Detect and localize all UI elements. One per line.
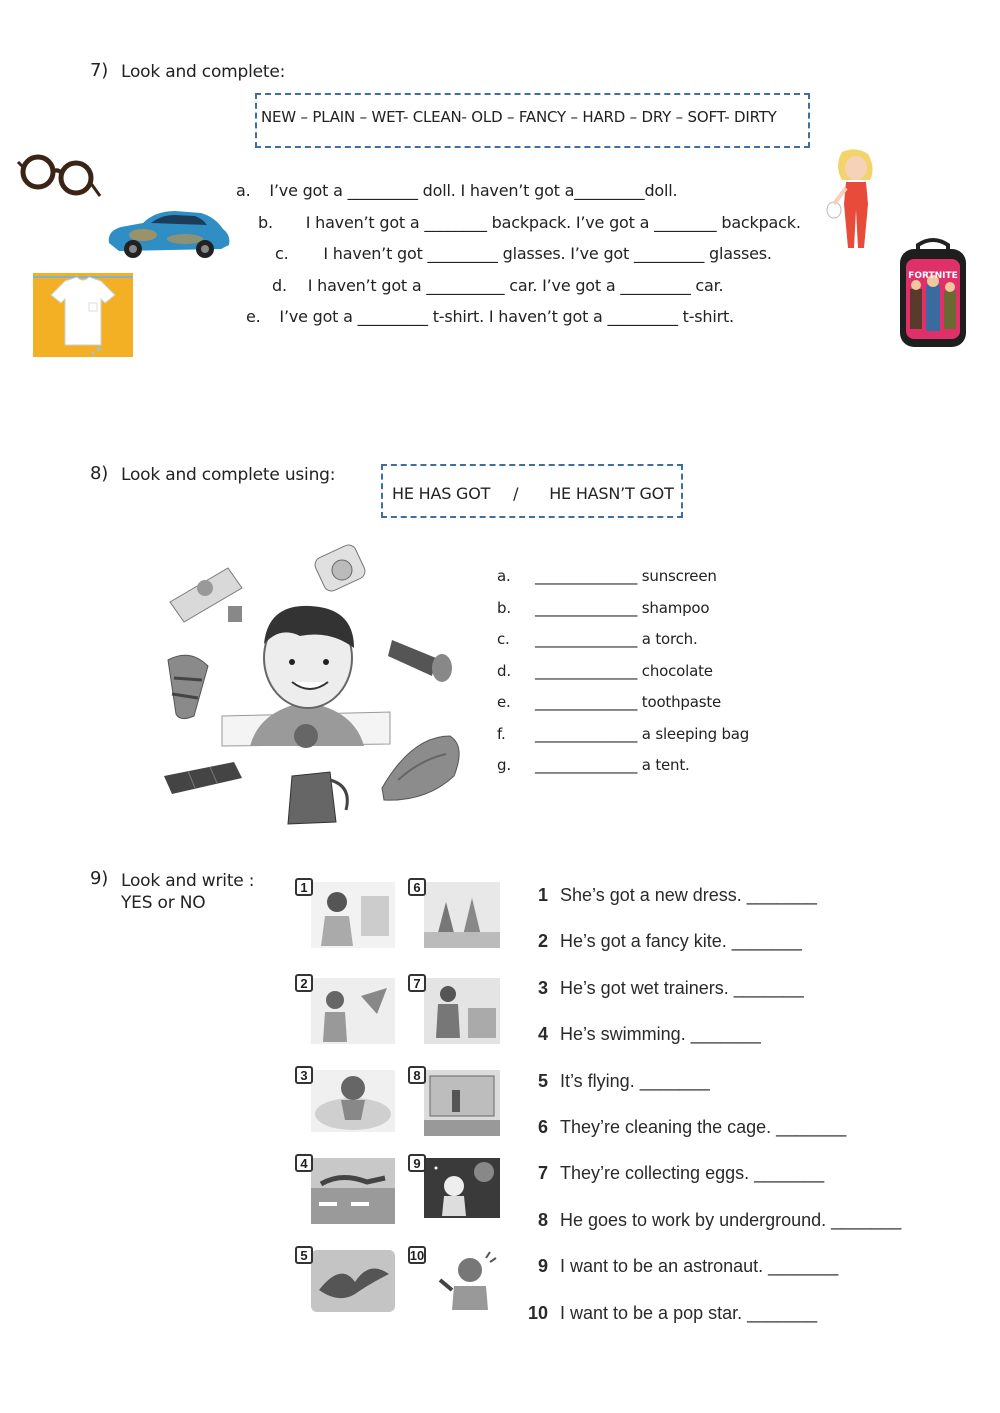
- ex9-title: [121, 870, 254, 914]
- boy-with-items-illustration: [150, 540, 480, 830]
- ex9-picture-4: [300, 1154, 393, 1222]
- sentence-text: I want to be a pop star. _______: [560, 1302, 818, 1323]
- cleaning-cage-icon: [424, 882, 500, 948]
- ex9-picture-10: [409, 1246, 506, 1314]
- ex9-title-line1: Look and write :: [121, 871, 255, 891]
- ex8-text: sunscreen: [641, 567, 717, 585]
- ex7-item-letter: a.: [236, 181, 251, 200]
- ex8-text: a tent.: [641, 756, 690, 774]
- ex7-item-d: [272, 276, 723, 295]
- picture-number: 1: [295, 878, 313, 896]
- ex7-item-text: I’ve got a _________ doll. I haven’t got a_________doll.: [269, 181, 678, 200]
- sentence-text: It’s flying. _______: [560, 1070, 710, 1091]
- ex8-item-b: [497, 593, 749, 625]
- ex7-item-letter: d.: [272, 276, 287, 295]
- sentence-number: 2: [537, 931, 548, 952]
- ex8-letter: b.: [497, 598, 511, 617]
- sentence-text: He goes to work by underground. _______: [560, 1209, 902, 1230]
- ex8-item-g: [497, 750, 749, 782]
- ex9-sentences: [522, 872, 901, 1336]
- kite-boy-icon: [311, 978, 395, 1044]
- ex9-sentence-8: [522, 1197, 901, 1243]
- sentence-text: They’re collecting eggs. _______: [560, 1163, 825, 1184]
- picture-number: 4: [295, 1154, 313, 1172]
- picture-number: 7: [408, 974, 426, 992]
- sentence-number: 5: [537, 1070, 548, 1091]
- ex8-blank: ______________: [535, 598, 638, 617]
- sentence-number: 4: [537, 1024, 548, 1045]
- ex8-letter: g.: [497, 756, 511, 774]
- ex9-number: 9): [90, 868, 109, 889]
- ex7-item-letter: b.: [258, 213, 273, 232]
- ex9-sentence-2: [522, 918, 901, 964]
- ex8-number: 8): [90, 463, 109, 484]
- sentence-number: 3: [537, 977, 548, 998]
- sentence-number: 8: [537, 1209, 548, 1230]
- ex7-item-a: [236, 181, 677, 200]
- ex8-text: shampoo: [641, 598, 710, 617]
- ex8-item-d: [497, 656, 749, 688]
- chocolate-icon: [164, 762, 242, 794]
- ex7-word-bank: NEW – PLAIN – WET- CLEAN- OLD – FANCY – HARD – DRY – SOFT- DIRTY: [261, 108, 777, 126]
- ex8-item-c: [497, 624, 749, 656]
- ex8-options-box: [381, 464, 683, 518]
- ex7-title: Look and complete:: [121, 62, 286, 82]
- ex9-sentence-10: [522, 1290, 901, 1336]
- ex9-picture-3: [300, 1066, 393, 1134]
- ex9-picture-2: [300, 974, 393, 1042]
- backpack-image: [890, 237, 976, 349]
- ex8-blank: ______________: [535, 724, 638, 743]
- ex7-item-text: I’ve got a _________ t-shirt. I haven’t got a _________ t-shirt.: [279, 307, 734, 326]
- ex7-item-b: [258, 213, 801, 232]
- ex8-letter: f.: [497, 724, 506, 743]
- toothpaste-icon: [170, 568, 242, 622]
- ex7-item-letter: c.: [275, 244, 289, 263]
- picture-number: 6: [408, 878, 426, 896]
- ex8-title: Look and complete using:: [121, 465, 336, 485]
- ex8-option-hasnt-got: HE HASN’T GOT: [549, 484, 674, 503]
- sentence-number: 1: [537, 885, 548, 905]
- pop-star-icon: [424, 1250, 500, 1312]
- backpack-icon: [890, 237, 976, 349]
- boy-icon: [222, 606, 390, 748]
- ex7-item-letter: e.: [246, 307, 261, 326]
- ex7-word-bank-box: [255, 93, 810, 148]
- ex8-item-e: [497, 687, 749, 719]
- ex9-sentence-9: [522, 1243, 901, 1289]
- ex8-blank: ______________: [535, 630, 638, 648]
- collecting-eggs-icon: [424, 978, 500, 1044]
- ex9-sentence-7: [522, 1150, 901, 1196]
- sentence-text: He’s swimming. _______: [560, 1024, 761, 1045]
- ex8-blank: ______________: [535, 756, 638, 774]
- ex8-text: a sleeping bag: [641, 724, 750, 743]
- swimming-icon: [311, 1158, 395, 1224]
- sentence-number: 7: [537, 1163, 548, 1184]
- ex8-option-has-got: HE HAS GOT: [392, 484, 491, 503]
- ex8-blank: ______________: [535, 661, 638, 680]
- picture-number: 8: [408, 1066, 426, 1084]
- ex7-item-text: I haven’t got a __________ car. I’ve got a _________ car.: [307, 276, 724, 295]
- ex7-item-text: I haven’t got a ________ backpack. I’ve got a ________ backpack.: [305, 213, 801, 232]
- ex8-text: chocolate: [641, 661, 713, 680]
- dirty-car-icon: [103, 205, 233, 261]
- ex9-picture-5: [300, 1246, 393, 1314]
- ex8-options: [392, 484, 674, 503]
- bag-icon: [288, 772, 347, 824]
- ex9-picture-9: [413, 1154, 506, 1222]
- ex9-sentence-5: [522, 1058, 901, 1104]
- ex9-sentence-4: [522, 1011, 901, 1057]
- ex9-picture-8: [413, 1066, 506, 1134]
- astronaut-icon: [424, 1158, 500, 1218]
- sentence-text: She’s got a new dress. _______: [560, 885, 817, 905]
- t-shirt-image: [33, 273, 133, 357]
- backpack-logo: FORTNITE: [908, 271, 958, 281]
- sentence-text: He’s got a fancy kite. _______: [560, 931, 802, 952]
- flying-bird-icon: [311, 1250, 395, 1312]
- ex8-text: a torch.: [641, 630, 698, 648]
- ex9-picture-7: [413, 974, 506, 1042]
- picture-number: 9: [408, 1154, 426, 1172]
- ex8-text: toothpaste: [641, 693, 722, 711]
- ex8-letter: e.: [497, 693, 511, 711]
- ex8-item-a: [497, 561, 749, 593]
- ex8-option-separator: /: [513, 484, 519, 503]
- sentence-text: They’re cleaning the cage. _______: [560, 1117, 847, 1138]
- ex7-item-text: I haven’t got _________ glasses. I’ve got _________ glasses.: [323, 244, 772, 263]
- picture-number: 5: [295, 1246, 313, 1264]
- ex9-picture-6: [413, 878, 506, 946]
- ex7-item-c: [275, 244, 772, 263]
- ex8-letter: c.: [497, 630, 510, 648]
- ex9-sentence-6: [522, 1104, 901, 1150]
- ex8-letter: d.: [497, 661, 511, 680]
- ex8-list: [497, 561, 749, 782]
- underground-icon: [424, 1070, 500, 1136]
- ex8-item-f: [497, 719, 749, 751]
- ex9-sentence-1: [522, 872, 901, 918]
- wet-trainers-icon: [311, 1070, 395, 1132]
- ex9-sentence-3: [522, 965, 901, 1011]
- picture-number: 2: [295, 974, 313, 992]
- picture-number: 3: [295, 1066, 313, 1084]
- sleeping-bag-icon: [382, 736, 459, 800]
- scarf-icon: [168, 655, 208, 718]
- ex9-title-line2: YES or NO: [121, 893, 206, 913]
- ex8-letter: a.: [497, 567, 511, 585]
- sunscreen-icon: [312, 542, 367, 593]
- torch-icon: [388, 640, 452, 682]
- sentence-number: 9: [537, 1256, 548, 1277]
- picture-number: 10: [409, 1247, 425, 1263]
- ex8-blank: ______________: [535, 567, 638, 585]
- sentence-text: I want to be an astronaut. _______: [560, 1256, 839, 1277]
- sentence-number: 10: [527, 1302, 548, 1323]
- t-shirt-icon: [33, 273, 133, 357]
- sentence-text: He’s got wet trainers. _______: [560, 977, 804, 998]
- sentence-number: 6: [537, 1117, 548, 1138]
- ex7-item-e: [246, 307, 734, 326]
- ex7-number: 7): [90, 60, 109, 81]
- girl-dress-icon: [311, 882, 395, 948]
- glasses-icon: [16, 150, 102, 202]
- ex8-blank: ______________: [535, 693, 638, 711]
- fancy-doll-icon: [824, 148, 888, 252]
- ex9-picture-1: [300, 878, 393, 946]
